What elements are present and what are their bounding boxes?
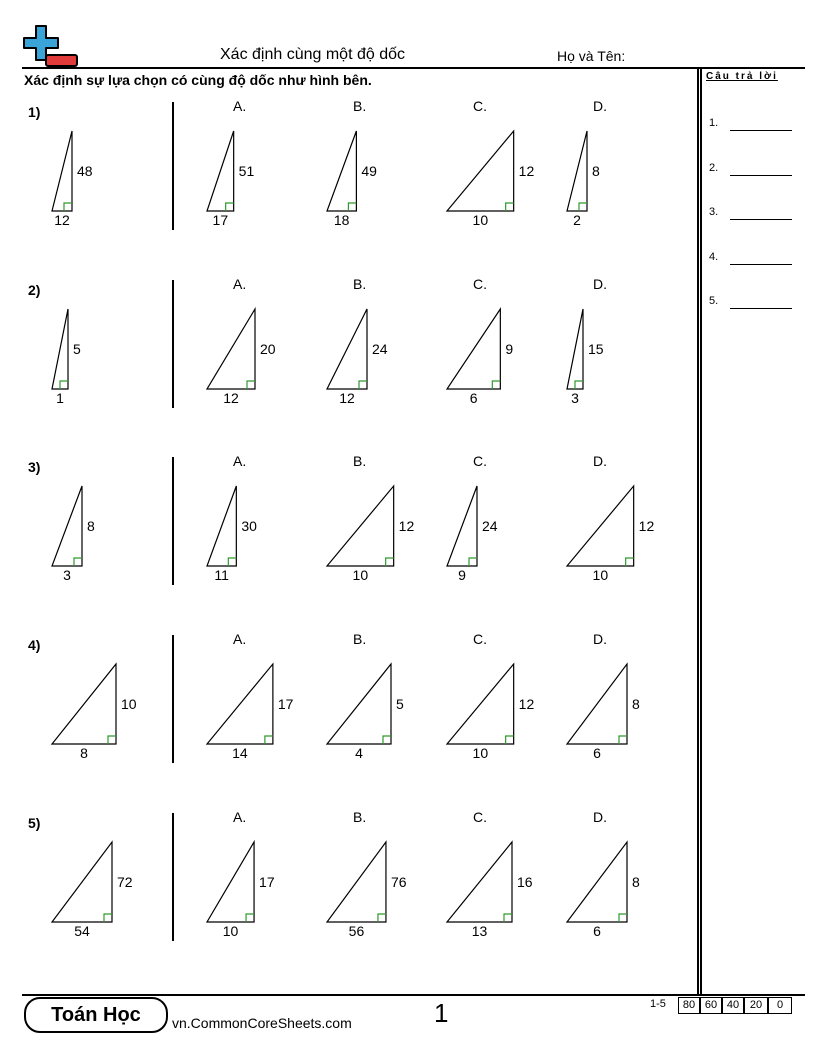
- height-label: 8: [592, 163, 600, 179]
- triangle: [207, 842, 254, 922]
- right-angle-marker: [104, 914, 112, 922]
- height-label: 76: [390, 874, 407, 890]
- logo-icon: [22, 24, 80, 68]
- triangle: [567, 309, 583, 389]
- triangle: [567, 664, 627, 744]
- triangle: [327, 309, 367, 389]
- height-label: 24: [482, 518, 498, 534]
- base-label: 18: [333, 212, 350, 228]
- base-label: 10: [472, 212, 489, 228]
- question-number: 3): [28, 459, 41, 475]
- base-label: 10: [352, 567, 369, 583]
- right-angle-marker: [504, 914, 512, 922]
- base-label: 54: [74, 923, 90, 939]
- height-label: 51: [238, 163, 255, 179]
- height-label: 5: [396, 696, 404, 712]
- height-label: 20: [260, 341, 276, 357]
- right-angle-marker: [492, 381, 500, 389]
- height-label: 30: [241, 518, 257, 534]
- base-label: 14: [232, 745, 248, 761]
- option-letter: C.: [473, 809, 487, 825]
- score-range: 1-5: [650, 998, 666, 1010]
- triangle: [447, 131, 514, 211]
- answer-label: 4.: [709, 251, 719, 263]
- option-letter: A.: [233, 276, 247, 292]
- height-label: 15: [588, 341, 604, 357]
- base-label: 1: [56, 390, 64, 406]
- right-angle-marker: [575, 381, 583, 389]
- triangle: [447, 664, 514, 744]
- right-angle-marker: [265, 736, 273, 744]
- height-label: 10: [121, 696, 137, 712]
- right-angle-marker: [626, 558, 634, 566]
- triangle: [207, 486, 236, 566]
- option-letter: C.: [473, 276, 487, 292]
- answer-blank[interactable]: [730, 252, 792, 265]
- height-label: 48: [77, 163, 93, 179]
- right-angle-marker: [64, 203, 72, 211]
- base-label: 9: [458, 567, 466, 583]
- triangle: [207, 309, 255, 389]
- height-label: 12: [638, 518, 655, 534]
- right-angle-marker: [619, 736, 627, 744]
- triangle-set: [0, 809, 690, 949]
- triangle: [207, 664, 273, 744]
- option-letter: C.: [473, 98, 487, 114]
- base-label: 6: [593, 745, 601, 761]
- option-letter: D.: [593, 809, 607, 825]
- page-number: 1: [434, 998, 449, 1028]
- option-letter: A.: [233, 809, 247, 825]
- footer-rule: [22, 994, 805, 996]
- question-number: 1): [28, 104, 41, 120]
- height-label: 12: [518, 696, 535, 712]
- right-angle-marker: [226, 203, 234, 211]
- option-letter: C.: [473, 631, 487, 647]
- base-label: 10: [222, 923, 239, 939]
- base-label: 10: [472, 745, 489, 761]
- right-angle-marker: [506, 736, 514, 744]
- right-angle-marker: [506, 203, 514, 211]
- base-label: 17: [212, 212, 229, 228]
- height-label: 9: [505, 341, 514, 357]
- name-label: Họ và Tên:: [557, 48, 626, 64]
- base-label: 2: [573, 212, 581, 228]
- triangle: [327, 664, 391, 744]
- height-label: 49: [361, 163, 377, 179]
- triangle: [447, 309, 500, 389]
- right-angle-marker: [359, 381, 367, 389]
- option-letter: D.: [593, 631, 607, 647]
- triangle: [52, 842, 112, 922]
- right-angle-marker: [383, 736, 391, 744]
- answer-label: 2.: [709, 162, 719, 174]
- base-label: 11: [214, 567, 229, 583]
- score-cell: 40: [722, 997, 744, 1014]
- page-title: Xác định cùng một độ dốc: [220, 46, 406, 63]
- option-letter: B.: [353, 453, 367, 469]
- triangle: [52, 664, 116, 744]
- height-label: 8: [632, 874, 640, 890]
- triangle-set: [0, 276, 690, 416]
- triangle-set: [0, 453, 690, 593]
- header-rule: [22, 67, 805, 69]
- right-angle-marker: [74, 558, 82, 566]
- height-label: 72: [117, 874, 133, 890]
- question-number: 5): [28, 815, 41, 831]
- base-label: 8: [80, 745, 88, 761]
- triangle: [327, 842, 386, 922]
- base-label: 56: [348, 923, 365, 939]
- triangle: [327, 486, 394, 566]
- option-letter: D.: [593, 276, 607, 292]
- option-letter: B.: [353, 276, 367, 292]
- base-label: 6: [593, 923, 601, 939]
- option-letter: B.: [353, 631, 367, 647]
- right-angle-marker: [386, 558, 394, 566]
- base-label: 3: [571, 390, 579, 406]
- height-label: 8: [632, 696, 640, 712]
- base-label: 12: [54, 212, 70, 228]
- answer-blank[interactable]: [730, 296, 792, 309]
- base-label: 12: [223, 390, 239, 406]
- triangle: [567, 131, 587, 211]
- right-angle-marker: [378, 914, 386, 922]
- option-letter: A.: [233, 453, 247, 469]
- triangle: [327, 131, 356, 211]
- base-label: 3: [63, 567, 71, 583]
- base-label: 10: [592, 567, 609, 583]
- height-label: 12: [518, 163, 535, 179]
- option-letter: D.: [593, 98, 607, 114]
- right-angle-marker: [619, 914, 627, 922]
- base-label: 6: [469, 390, 478, 406]
- height-label: 17: [277, 696, 294, 712]
- triangle-set: [0, 631, 690, 771]
- answer-heading: Câu trả lời: [706, 71, 778, 82]
- option-letter: B.: [353, 809, 367, 825]
- option-letter: B.: [353, 98, 367, 114]
- option-letter: A.: [233, 631, 247, 647]
- triangle: [567, 486, 634, 566]
- option-letter: D.: [593, 453, 607, 469]
- base-label: 4: [355, 745, 363, 761]
- triangle: [447, 842, 512, 922]
- question-number: 4): [28, 637, 41, 653]
- triangle: [567, 842, 627, 922]
- base-label: 13: [471, 923, 488, 939]
- score-cell: 0: [768, 997, 792, 1014]
- site-url: vn.CommonCoreSheets.com: [172, 1015, 352, 1031]
- triangle: [447, 486, 477, 566]
- answer-label: 5.: [709, 295, 719, 307]
- answer-label: 3.: [709, 206, 719, 218]
- height-label: 5: [73, 341, 81, 357]
- score-cell: 20: [744, 997, 768, 1014]
- right-angle-marker: [108, 736, 116, 744]
- right-angle-marker: [246, 914, 254, 922]
- right-angle-marker: [579, 203, 587, 211]
- score-cell: 60: [700, 997, 722, 1014]
- height-label: 24: [372, 341, 388, 357]
- base-label: 12: [339, 390, 355, 406]
- instructions: Xác định sự lựa chọn có cùng độ dốc như hình bên.: [24, 72, 372, 88]
- right-angle-marker: [228, 558, 236, 566]
- answer-blank[interactable]: [730, 118, 792, 131]
- answer-blank[interactable]: [730, 163, 792, 176]
- triangle: [52, 486, 82, 566]
- height-label: 17: [259, 874, 275, 890]
- question-number: 2): [28, 282, 41, 298]
- answer-divider: [697, 67, 702, 995]
- option-letter: C.: [473, 453, 487, 469]
- height-label: 8: [87, 518, 95, 534]
- right-angle-marker: [348, 203, 356, 211]
- right-angle-marker: [247, 381, 255, 389]
- height-label: 16: [517, 874, 533, 890]
- right-angle-marker: [60, 381, 68, 389]
- triangle: [52, 131, 72, 211]
- right-angle-marker: [469, 558, 477, 566]
- answer-blank[interactable]: [730, 207, 792, 220]
- option-letter: A.: [233, 98, 247, 114]
- triangle: [52, 309, 68, 389]
- brand-badge: Toán Học: [24, 997, 168, 1033]
- answer-label: 1.: [709, 117, 719, 129]
- score-cell: 80: [678, 997, 700, 1014]
- height-label: 12: [398, 518, 415, 534]
- triangle: [207, 131, 234, 211]
- triangle-set: [0, 98, 690, 238]
